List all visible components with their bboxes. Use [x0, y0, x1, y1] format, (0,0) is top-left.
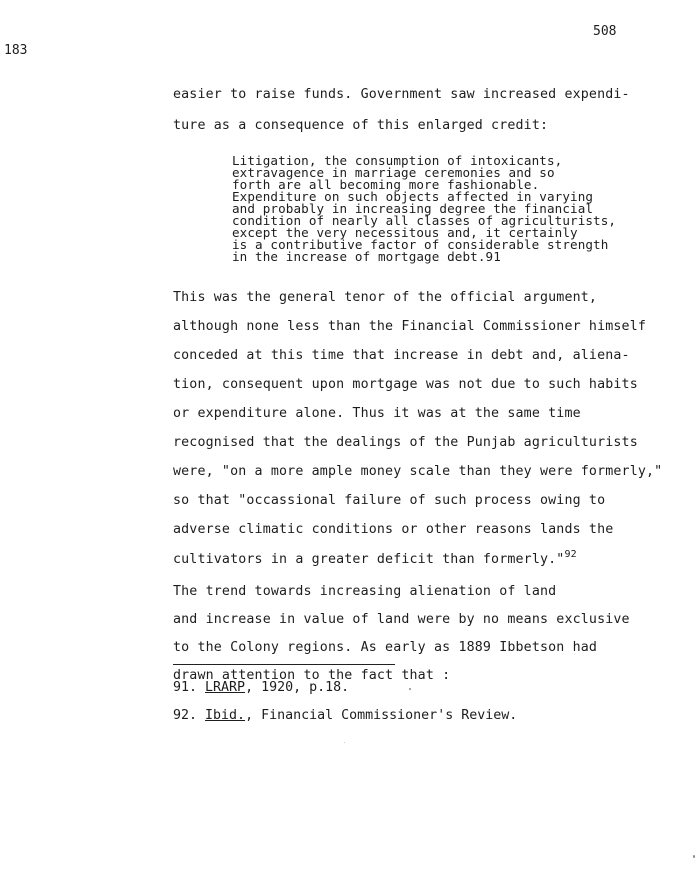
page-number-top-right: 508 [593, 24, 617, 39]
body-line: so that "occassional failure of such process owing to [173, 493, 606, 508]
quote-line: Litigation, the consumption of intoxicants, [232, 153, 563, 168]
body-line: although none less than the Financial Commissioner himself [173, 319, 647, 334]
quote-line: except the very necessitous and, it certainly [232, 225, 578, 240]
body-line: or expenditure alone. Thus it was at the same time [173, 406, 581, 421]
footnote-number: 91. [173, 680, 206, 695]
footnote-source: Ibid. [205, 708, 246, 723]
footnote-detail: , Financial Commissioner's Review. [245, 708, 518, 723]
footnote-divider [173, 664, 395, 665]
body-line: ture as a consequence of this enlarged credit: [173, 118, 549, 133]
body-line: tion, consequent upon mortgage was not due to such habits [173, 377, 638, 392]
scan-speck [693, 855, 695, 858]
body-line: to the Colony regions. As early as 1889 Ibbetson had [173, 640, 598, 655]
footnote-number: 92. [173, 708, 206, 723]
quote-line: is a contributive factor of considerable strength [232, 237, 609, 252]
body-line: easier to raise funds. Government saw increased expendi- [173, 87, 630, 102]
body-line: The trend towards increasing alienation of land [173, 584, 557, 599]
footnote-detail: , 1920, p.18. [245, 680, 350, 695]
body-line: This was the general tenor of the official argument, [173, 290, 598, 305]
quote-line: extravagence in marriage ceremonies and so [232, 165, 555, 180]
body-line: were, "on a more ample money scale than they were formerly," [173, 464, 663, 479]
footnote-92 [173, 708, 517, 723]
page-number-top-left: 183 [4, 43, 28, 58]
body-line: and increase in value of land were by no means exclusive [173, 612, 630, 627]
body-line-closing [173, 549, 577, 567]
body-line: conceded at this time that increase in debt and, aliena- [173, 348, 630, 363]
footnote-ref-91: 91 [485, 249, 501, 264]
footnote-91 [173, 680, 349, 695]
quote-line: condition of nearly all classes of agriculturists, [232, 213, 617, 228]
quote-line: and probably in increasing degree the financial [232, 201, 594, 216]
body-line: drawn attention to the fact that : [173, 668, 451, 683]
footnote-ref-92: 92 [564, 549, 577, 560]
body-line: adverse climatic conditions or other reasons lands the [173, 522, 614, 537]
scan-speck [409, 688, 411, 690]
closing-text: cultivators in a greater deficit than formerly." [173, 552, 565, 567]
scan-speck [344, 742, 345, 743]
footnote-source: LRARP [205, 680, 246, 695]
body-line: recognised that the dealings of the Punjab agriculturists [173, 435, 638, 450]
quote-line: forth are all becoming more fashionable. [232, 177, 540, 192]
quote-line: Expenditure on such objects affected in varying [232, 189, 594, 204]
quote-text: in the increase of mortgage debt. [232, 249, 486, 264]
quote-line-last [232, 251, 501, 263]
